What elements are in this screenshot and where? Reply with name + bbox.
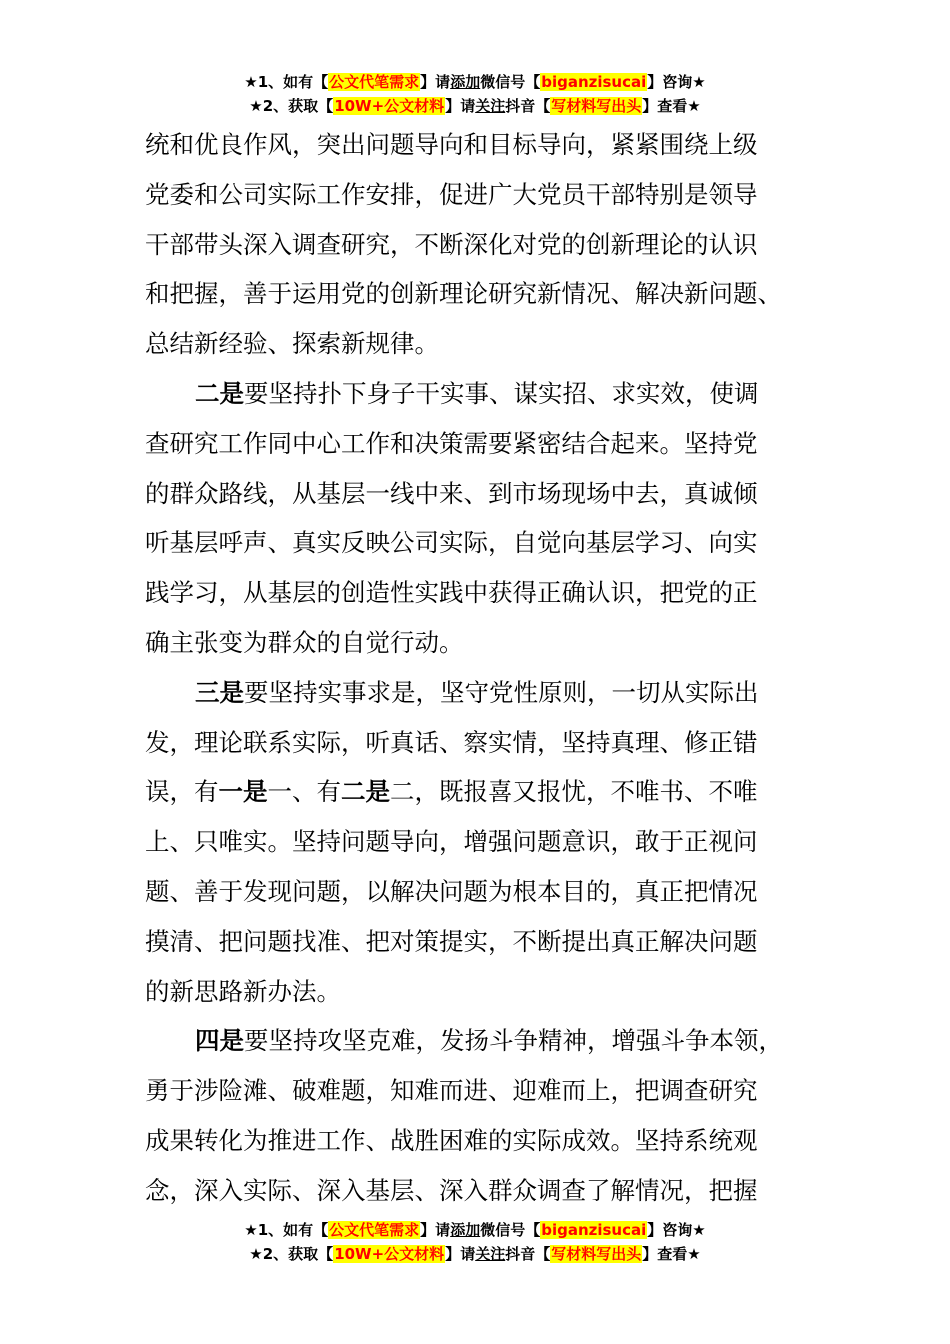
paragraph-1 [145,120,810,369]
banner-text: 】请 [420,1221,451,1239]
text-line: 听基层呼声、真实反映公司实际，自觉向基层学习、向实 [145,528,758,558]
paragraph-lead: 四是 [195,1026,244,1056]
text-line [145,767,810,817]
banner-highlight: 写材料写出头 [551,1245,642,1263]
banner-text: 抖音【 [505,1245,551,1263]
text-span: 误，有 [145,777,219,807]
banner-highlight: 10W+公文材料 [334,1245,445,1263]
text-span: 一、有 [267,777,341,807]
banner-highlight: biganzisucai [541,1221,647,1239]
banner-text: ★2、获取【 [249,1245,334,1263]
text-line: 发，理论联系实际，听真话、察实情，坚持真理、修正错 [145,727,758,757]
header-banner [0,70,950,118]
banner-text: ★2、获取【 [249,97,334,115]
banner-underlined-text: 关注 [475,1245,506,1263]
text-line: 党委和公司实际工作安排，促进广大党员干部特别是领导 [145,179,758,209]
text-line [145,668,810,718]
bold-text: 二是 [341,777,390,807]
text-line: 查研究工作同中心工作和决策需要紧密结合起来。坚持党 [145,428,758,458]
text-line: 干部带头深入调查研究，不断深化对党的创新理论的认识 [145,229,758,259]
text-line: 统和优良作风，突出问题导向和目标导向，紧紧围绕上级 [145,130,758,159]
paragraph-lead: 二是 [195,378,244,408]
banner-text: 】咨询★ [647,1221,706,1239]
text-line [145,1016,810,1066]
text-line: 成果转化为推进工作、战胜困难的实际成效。坚持系统观 [145,1125,758,1155]
banner-highlight: biganzisucai [541,73,647,91]
banner-line-1 [0,70,950,94]
banner-underlined-text: 添加 [450,1221,481,1239]
text-line: 确主张变为群众的自觉行动。 [145,627,464,657]
text-line: 和把握，善于运用党的创新理论研究新情况、解决新问题、 [145,279,782,309]
text-line: 题、善于发现问题，以解决问题为根本目的，真正把情况 [145,876,758,906]
text-line: 践学习，从基层的创造性实践中获得正确认识，把党的正 [145,578,758,608]
banner-text: ★1、如有【 [244,1221,329,1239]
banner-text: 微信号【 [480,1221,541,1239]
banner-highlight: 写材料写出头 [551,97,642,115]
document-body [145,120,810,1216]
paragraph-2 [145,369,810,668]
text-line: 总结新经验、探索新规律。 [145,329,439,359]
banner-text: 】请 [445,97,476,115]
text-span: 要坚持攻坚克难，发扬斗争精神，增强斗争本领， [244,1026,783,1056]
banner-underlined-text: 添加 [450,73,481,91]
text-span: 要坚持实事求是，坚守党性原则，一切从实际出 [244,677,759,707]
banner-text: 微信号【 [480,73,541,91]
text-line: 念，深入实际、深入基层、深入群众调查了解情况，把握 [145,1175,758,1205]
footer-banner [0,1218,950,1266]
banner-underlined-text: 关注 [475,97,506,115]
banner-text: 】请 [445,1245,476,1263]
text-line: 上、只唯实。坚持问题导向，增强问题意识，敢于正视问 [145,827,758,857]
banner-highlight: 公文代笔需求 [329,73,420,91]
banner-highlight: 10W+公文材料 [334,97,445,115]
paragraph-4 [145,1016,810,1215]
text-span: 要坚持扑下身子干实事、谋实招、求实效，使调 [244,378,759,408]
text-span: 二，既报喜又报忧，不唯书、不唯 [390,777,758,807]
banner-text: 】查看★ [642,1245,701,1263]
banner-line-2 [0,94,950,118]
banner-highlight: 公文代笔需求 [329,1221,420,1239]
text-line: 的新思路新办法。 [145,976,341,1006]
text-line: 勇于涉险滩、破难题，知难而进、迎难而上，把调查研究 [145,1076,758,1106]
banner-text: 】咨询★ [647,73,706,91]
banner-text: 】查看★ [642,97,701,115]
bold-text: 一是 [218,777,268,807]
banner-line-1 [0,1218,950,1242]
banner-text: 抖音【 [505,97,551,115]
banner-text: 】请 [420,73,451,91]
paragraph-lead: 三是 [195,677,244,707]
banner-text: ★1、如有【 [244,73,329,91]
paragraph-3 [145,668,810,1017]
text-line: 摸清、把问题找准、把对策提实，不断提出真正解决问题 [145,926,758,956]
text-line [145,369,810,419]
banner-line-2 [0,1242,950,1266]
text-line: 的群众路线，从基层一线中来、到市场现场中去，真诚倾 [145,478,758,508]
